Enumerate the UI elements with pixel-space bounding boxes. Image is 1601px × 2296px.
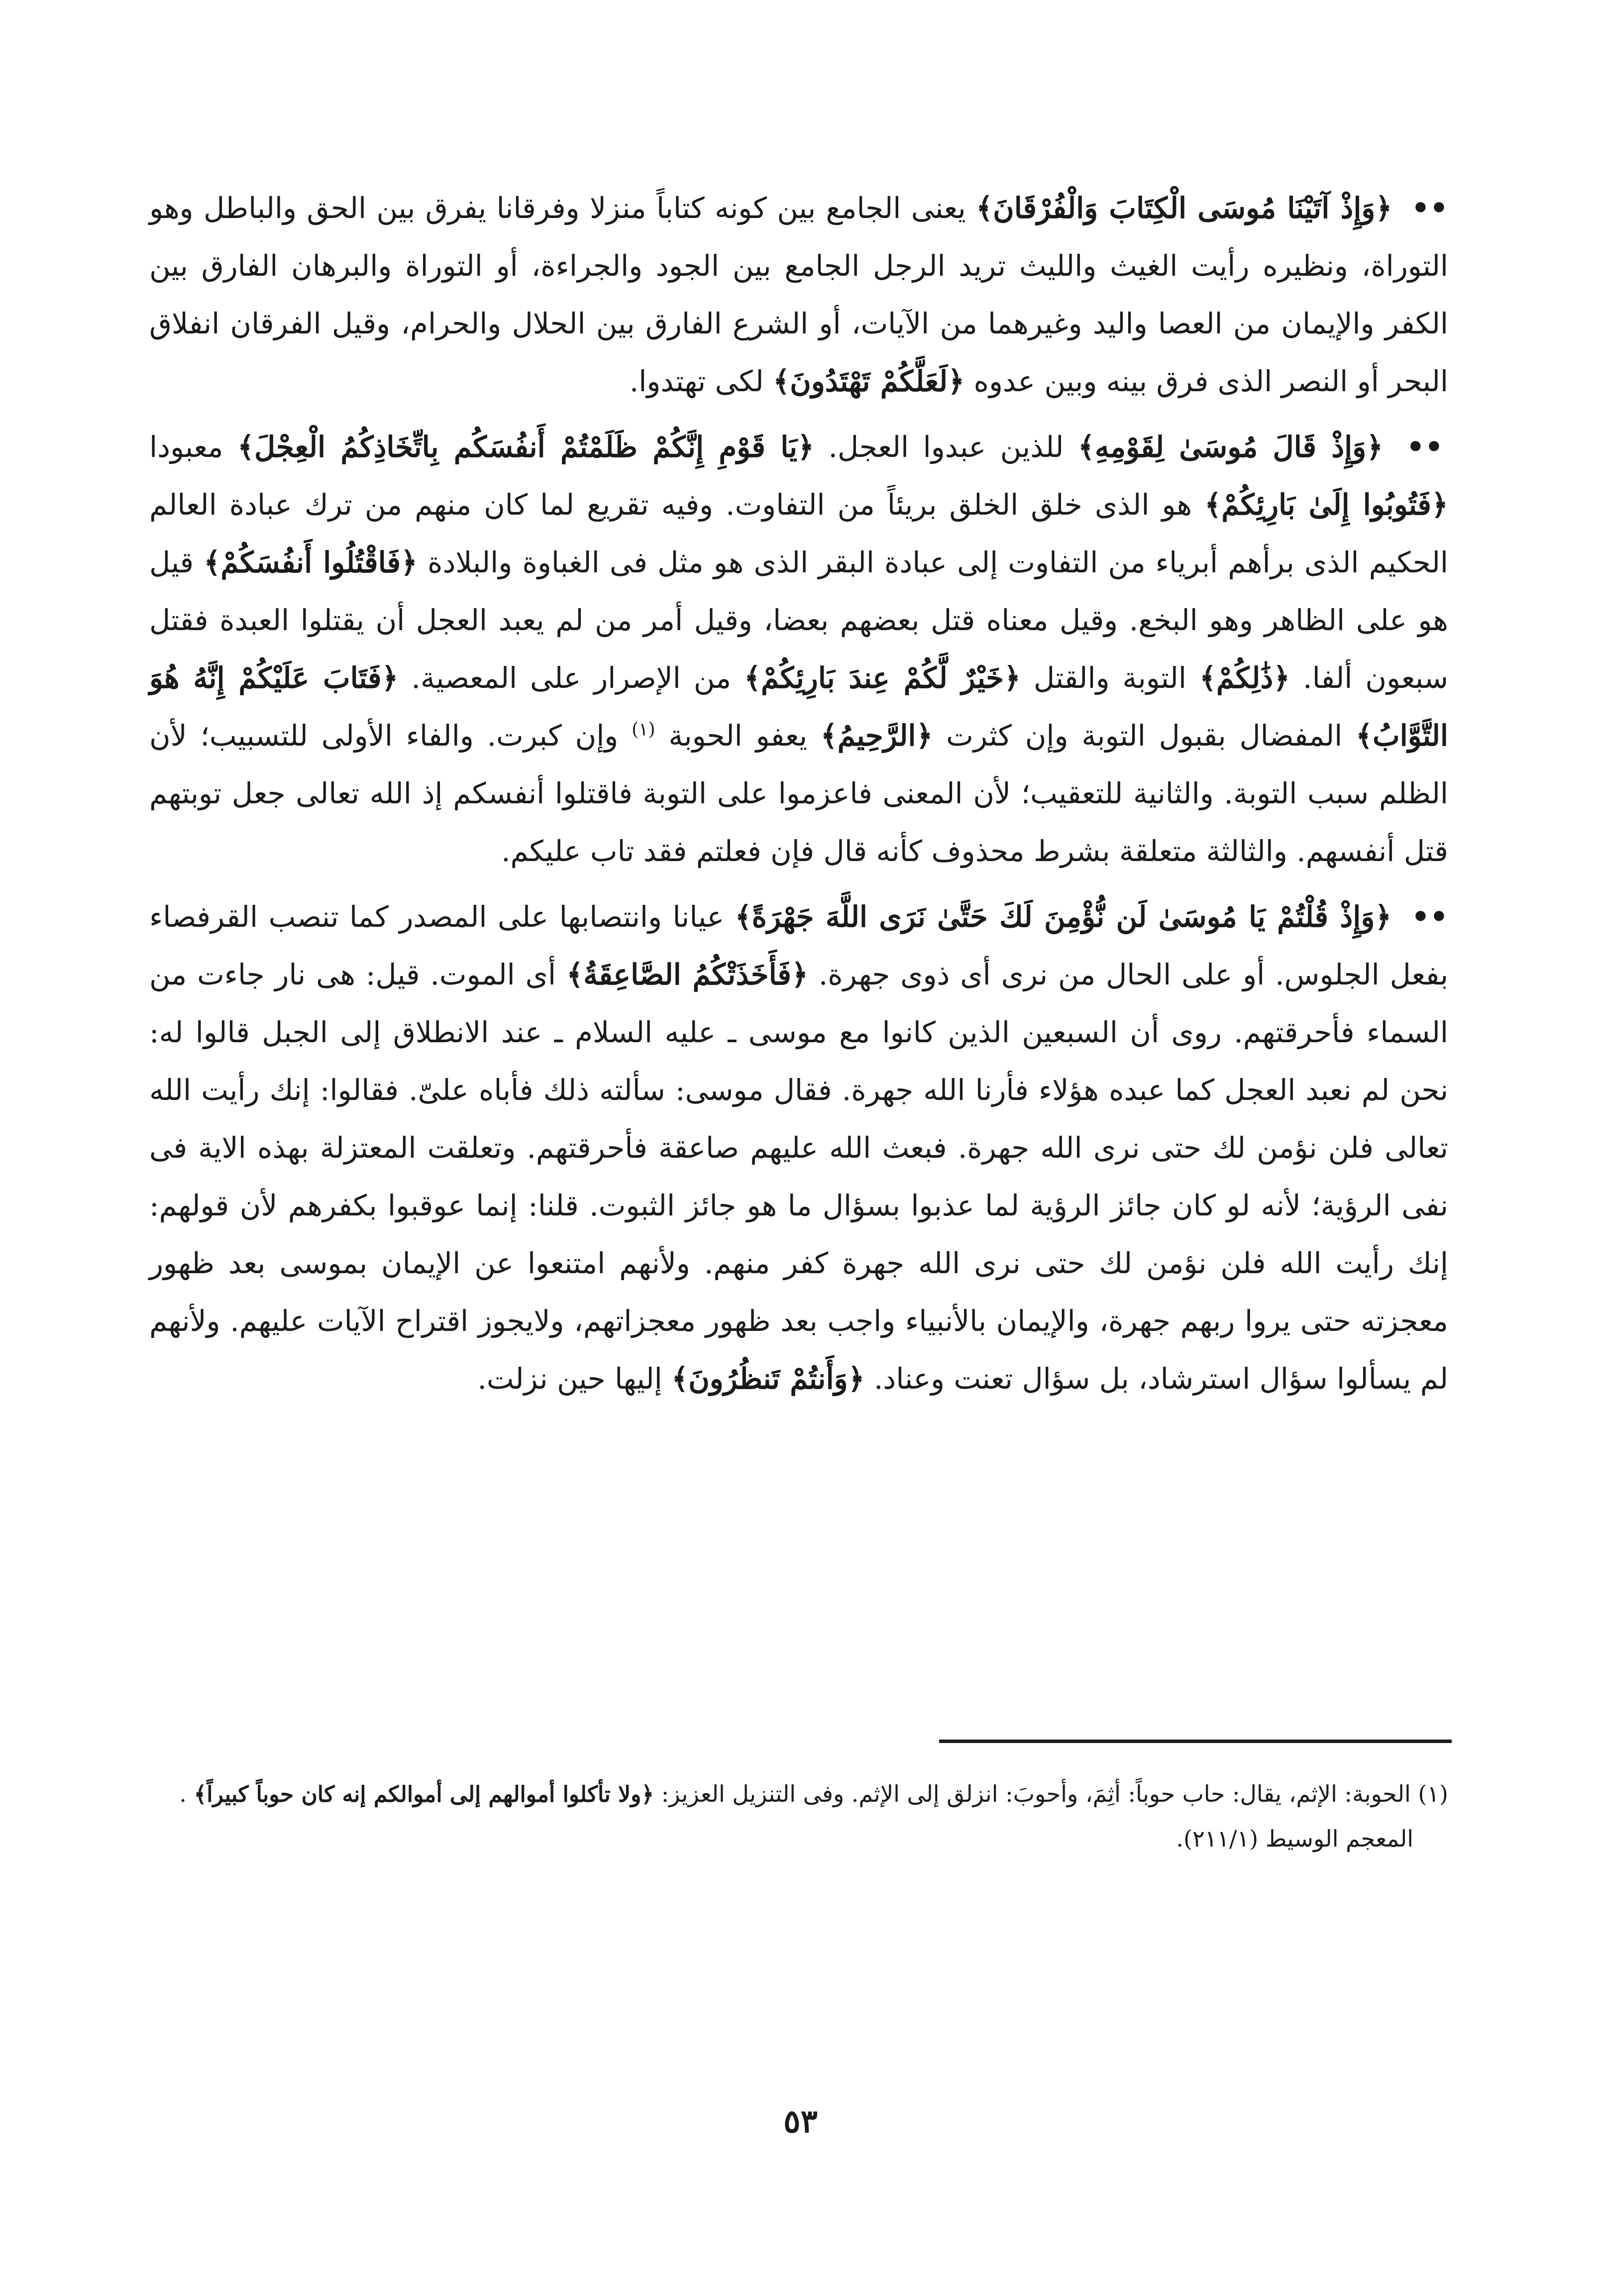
paragraph-bullet: ••	[1406, 430, 1443, 464]
quran-quote: ﴿وَإِذْ قُلْتُمْ يَا مُوسَىٰ لَن نُّؤْمِنَ لَكَ حَتَّىٰ نَرَى اللَّهَ جَهْرَةً﴾	[735, 900, 1392, 934]
quran-quote: ﴿ذَٰلِكُمْ﴾	[1199, 661, 1290, 695]
quran-quote: ﴿يَا قَوْمِ إِنَّكُمْ ظَلَمْتُمْ أَنفُسَكُم بِاتِّخَاذِكُمُ الْعِجْلَ﴾	[237, 430, 815, 464]
commentary-text: للذين عبدوا العجل.	[814, 430, 1064, 464]
commentary-text: قيل هو على الظاهر وهو البخع. وقيل معناه قتل بعضهم بعضا، وقيل أمر من لم يعبد العجل أن يقتلوا العبدة فقتل سبعون ألفا.	[149, 546, 1448, 695]
commentary-text: من الإصرار على المعصية.	[398, 661, 732, 695]
footnote-1	[149, 1772, 1448, 1817]
paragraph-2	[149, 418, 1448, 880]
page-body	[149, 179, 1448, 1416]
paragraph-3	[149, 888, 1448, 1408]
commentary-text: يعفو الحوبة	[668, 719, 807, 753]
commentary-text: يعنى الجامع بين كونه كتاباً منزلا وفرقانا يفرق بين الحق والباطل وهو التوراة، ونظيره رأيت الغيث والليث تريد الرجل الجامع بين الجود والجراءة، أو التوراة والبرهان الفارق بين الكفر والإيمان من العصا واليد وغيرهما من الآيات، أو الشرع الفارق بين الحلال والحرام، وقيل الفرقان انفلاق البحر أو النصر الذى فرق بينه وبين عدوه	[149, 191, 1448, 398]
footnote-source: المعجم الوسيط (٢١١/١).	[1176, 1825, 1413, 1852]
quran-quote: ﴿فَأَخَذَتْكُمُ الصَّاعِقَةُ﴾	[566, 958, 808, 991]
commentary-text: عيانا وانتصابها على المصدر كما تنصب القرفصاء بفعل الجلوس. أو على الحال من نرى أى ذوى جهرة.	[149, 900, 1449, 991]
quran-quote: ﴿الرَّحِيمُ﴾	[820, 719, 933, 753]
footnote-quran-quote: ﴿ولا تأكلوا أموالهم إلى أموالكم إنه كان حوباً كبيراً﴾	[194, 1782, 654, 1807]
quran-quote: ﴿وَإِذْ قَالَ مُوسَىٰ لِقَوْمِهِ﴾	[1077, 430, 1384, 464]
commentary-text: هو الذى خلق الخلق بريئاً من التفاوت. وفيه تقريع لما كان منهم من ترك عبادة العالم الحكيم الذى برأهم أبرياء من التفاوت إلى عبادة البقر الذى هو مثل فى الغباوة والبلادة	[149, 488, 1448, 579]
paragraph-1	[149, 179, 1448, 410]
page-number: ٥٣	[783, 2103, 818, 2140]
quran-quote: ﴿وَأَنتُمْ تَنظُرُونَ﴾	[671, 1362, 865, 1396]
quran-quote: ﴿فَتُوبُوا إِلَىٰ بَارِئِكُمْ﴾	[1204, 488, 1448, 522]
footnotes	[149, 1772, 1448, 1860]
commentary-text: التوبة والقتل	[1021, 661, 1187, 695]
quran-quote: ﴿لَعَلَّكُمْ تَهْتَدُونَ﴾	[773, 364, 965, 398]
quran-quote: ﴿خَيْرٌ لَّكُمْ عِندَ بَارِئِكُمْ﴾	[744, 661, 1021, 695]
quran-quote: ﴿فَتَابَ عَلَيْكُمْ إِنَّهُ هُوَ التَّوَّابُ﴾	[149, 661, 1449, 753]
footnote-marker[interactable]: (١)	[632, 719, 655, 740]
commentary-text: أى الموت. قيل: هى نار جاءت من السماء فأحرقتهم. روى أن السبعين الذين كانوا مع موسى ـ عليه السلام ـ عند الانطلاق إلى الجبل قالوا له: نحن لم نعبد العجل كما عبده هؤلاء فأرنا الله جهرة. فقال موسى: سألته ذلك فأباه علىّ. فقالوا: إنك رأيت الله تعالى فلن نؤمن لك حتى نرى الله جهرة. فبعث الله عليهم صاعقة فأحرقتهم. وتعلقت المعتزلة بهذه الاية فى نفى الرؤية؛ لأنه لو كان جائز الرؤية لما عذبوا بسؤال ما هو جائز الثبوت. قلنا: إنما عوقبوا بكفرهم لأن قولهم: إنك رأيت الله فلن نؤمن لك حتى نرى الله جهرة كفر منهم. ولأنهم امتنعوا عن الإيمان بموسى بعد ظهور معجزته حتى يروا ربهم جهرة، والإيمان بالأنبياء واجب بعد ظهور معجزاتهم، ولايجوز اقتراح الآيات عليهم. ولأنهم لم يسألوا سؤال استرشاد، بل سؤال تعنت وعناد.	[149, 958, 1448, 1396]
quran-quote: ﴿وَإِذْ آتَيْنَا مُوسَى الْكِتَابَ وَالْفُرْقَانَ﴾	[976, 191, 1392, 225]
commentary-text: لكى تهتدوا.	[629, 364, 764, 398]
paragraph-bullet: ••	[1411, 191, 1449, 225]
commentary-text: معبودا	[149, 430, 223, 464]
quran-quote: ﴿فَاقْتُلُوا أَنفُسَكُمْ﴾	[204, 546, 418, 579]
commentary-text: وإن كبرت. والفاء الأولى للتسبيب؛ لأن الظلم سبب التوبة. والثانية للتعقيب؛ لأن المعنى فاعزموا على التوبة فاقتلوا أنفسكم إذ الله تعالى جعل توبتهم قتل أنفسهم. والثالثة متعلقة بشرط محذوف كأنه قال فإن فعلتم فقد تاب عليكم.	[149, 719, 1448, 868]
footnote-text: (١) الحوبة: الإثم، يقال: حاب حوباً: أثِمَ، وأحوبَ: انزلق إلى الإثم. وفى التنزيل العزيز:	[654, 1780, 1448, 1807]
footnote-separator	[939, 1740, 1452, 1743]
commentary-text: المفضال بقبول التوبة وإن كثرت	[933, 719, 1343, 753]
paragraph-bullet: ••	[1411, 900, 1449, 934]
commentary-text: إليها حين نزلت.	[477, 1362, 662, 1396]
footnote-end: .	[179, 1780, 187, 1807]
